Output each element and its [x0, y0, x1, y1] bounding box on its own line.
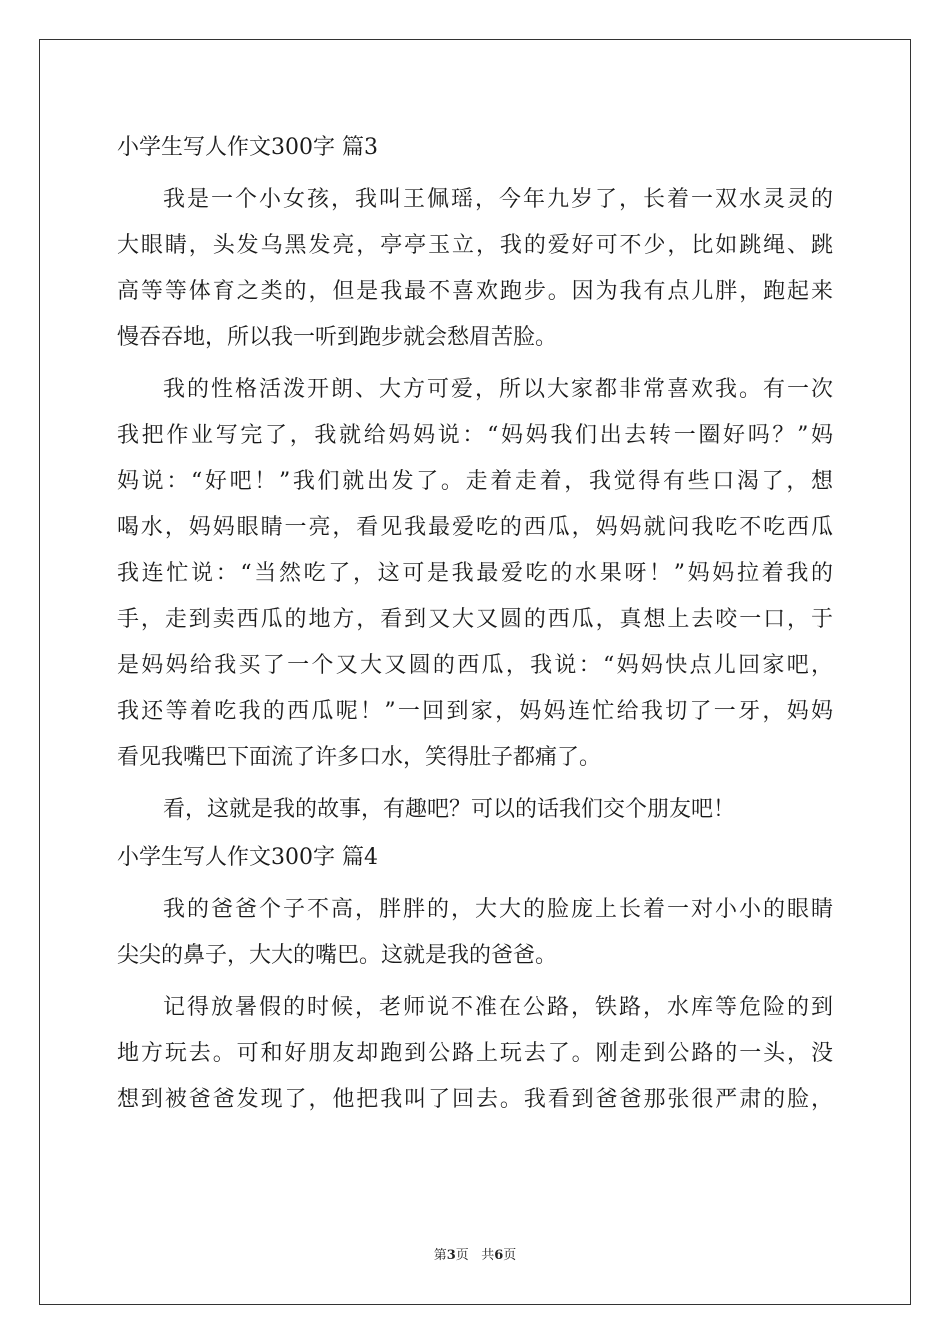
text-line: 我的性格活泼开朗、大方可爱，所以大家都非常喜欢我。有一次: [163, 377, 833, 402]
text-line: 喝水，妈妈眼睛一亮，看见我最爱吃的西瓜，妈妈就问我吃不吃西瓜: [117, 515, 833, 540]
text-line: 我的爸爸个子不高，胖胖的，大大的脸庞上长着一对小小的眼睛: [163, 897, 833, 922]
text-line: 是妈妈给我买了一个又大又圆的西瓜，我说：“妈妈快点儿回家吧，: [117, 653, 833, 678]
text-line: 我是一个小女孩，我叫王佩瑶，今年九岁了，长着一双水灵灵的: [163, 187, 833, 212]
paragraph: [117, 370, 833, 778]
page-prefix: 第: [433, 1248, 447, 1263]
paragraph: [117, 790, 833, 830]
total-suffix: 页: [503, 1248, 517, 1263]
text-line: 大眼睛，头发乌黑发亮，亭亭玉立，我的爱好可不少，比如跳绳、跳: [117, 233, 833, 258]
text-line: 想到被爸爸发现了，他把我叫了回去。我看到爸爸那张很严肃的脸，: [117, 1087, 833, 1112]
document-body: [117, 128, 833, 1120]
text-line: 看，这就是我的故事，有趣吧？可以的话我们交个朋友吧！: [163, 797, 736, 822]
page-suffix: 页: [455, 1248, 469, 1263]
text-line: 尖尖的鼻子，大大的嘴巴。这就是我的爸爸。: [117, 943, 558, 968]
paragraph: [117, 890, 833, 976]
text-line: 慢吞吞地，所以我一听到跑步就会愁眉苦脸。: [117, 325, 558, 350]
text-line: 地方玩去。可和好朋友却跑到公路上玩去了。刚走到公路的一头，没: [117, 1041, 833, 1066]
text-line: 妈说：“好吧！”我们就出发了。走着走着，我觉得有些口渴了，想: [117, 469, 833, 494]
section-heading-3: 小学生写人作文300字 篇3: [117, 135, 378, 160]
text-line: 高等等体育之类的，但是我最不喜欢跑步。因为我有点儿胖，跑起来: [117, 279, 833, 304]
current-page-number: 3: [446, 1248, 456, 1263]
text-line: 手，走到卖西瓜的地方，看到又大又圆的西瓜，真想上去咬一口，于: [117, 607, 833, 632]
text-line: 看见我嘴巴下面流了许多口水，笑得肚子都痛了。: [117, 745, 602, 770]
text-line: 我还等着吃我的西瓜呢！”一回到家，妈妈连忙给我切了一牙，妈妈: [117, 699, 833, 724]
total-page-number: 6: [494, 1248, 504, 1263]
paragraph: [117, 180, 833, 358]
text-line: 我把作业写完了，我就给妈妈说：“妈妈我们出去转一圈好吗？”妈: [117, 423, 833, 448]
text-line: 记得放暑假的时候，老师说不准在公路，铁路，水库等危险的到: [163, 995, 833, 1020]
text-line: 我连忙说：“当然吃了，这可是我最爱吃的水果呀！”妈妈拉着我的: [117, 561, 833, 586]
paragraph: [117, 988, 833, 1120]
total-prefix: 共: [481, 1248, 495, 1263]
page-footer: [0, 1247, 950, 1265]
section-heading-4: 小学生写人作文300字 篇4: [117, 845, 378, 870]
